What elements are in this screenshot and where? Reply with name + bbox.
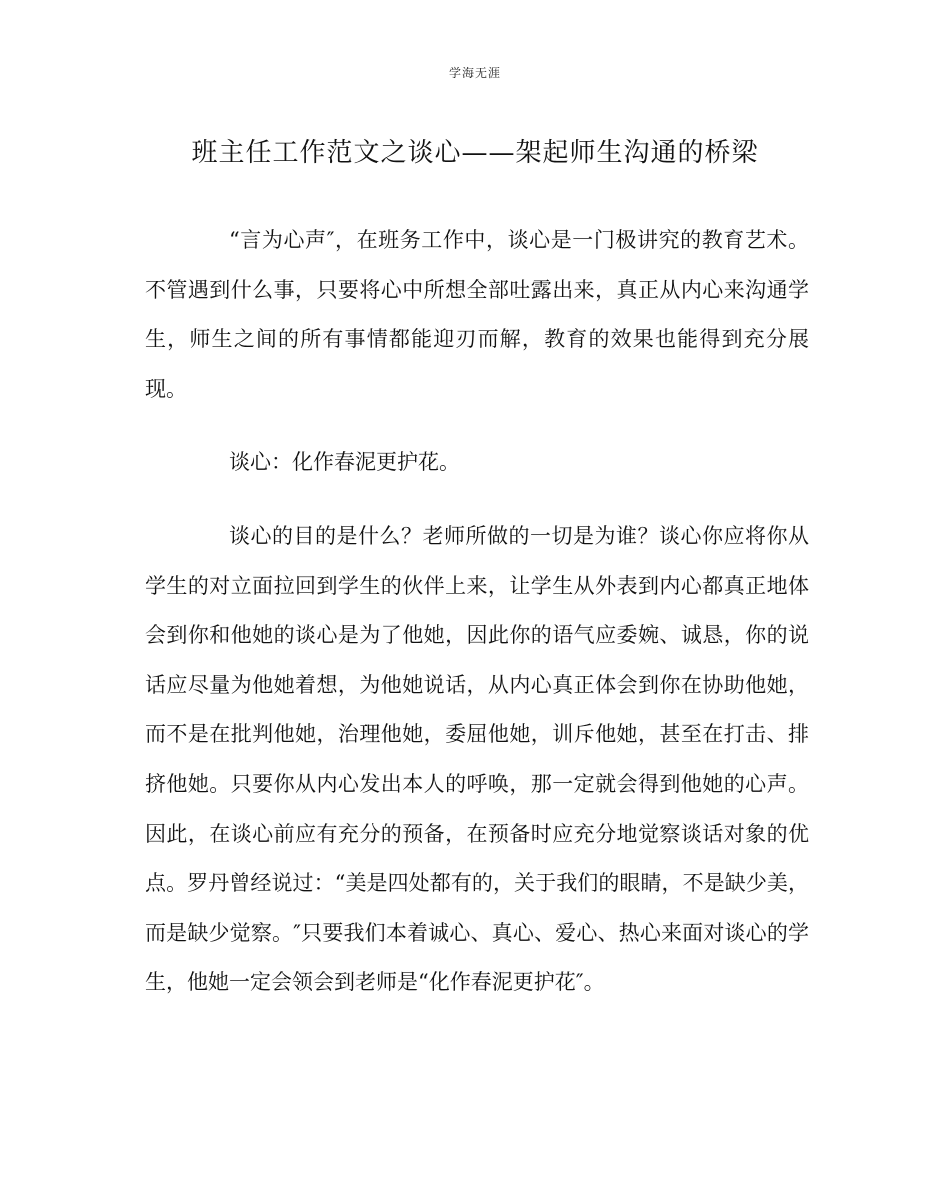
paragraph-main: 谈心的目的是什么？老师所做的一切是为谁？谈心你应将你从学生的对立面拉回到学生的伙伴上来，让学生从外表到内心都真正地体会到你和他她的谈心是为了他她，因此你的语气应委婉、诚恳，你的说话应尽量为他她着想，为他她说话，从内心真正体会到你在协助他她，而不是在批判他她，治理他她，委屈他她，训斥他她，甚至在打击、排挤他她。只要你从内心发出本人的呼唤，那一定就会得到他她的心声。因此，在谈心前应有充分的预备，在预备时应充分地觉察谈话对象的优点。罗丹曾经说过：“美是四处都有的，关于我们的眼睛，不是缺少美，而是缺少觉察。″只要我们本着诚心、真心、爱心、热心来面对谈心的学生，他她一定会领会到老师是“化作春泥更护花″。 <box>145 523 809 995</box>
paragraph-subheading: 谈心：化作春泥更护花。 <box>229 450 460 475</box>
document-title: 班主任工作范文之谈心——架起师生沟通的桥梁 <box>191 138 759 168</box>
document-body <box>145 216 809 1008</box>
page-header: 学海无涯 <box>448 66 501 80</box>
paragraph-intro: “言为心声″，在班务工作中，谈心是一门极讲究的教育艺术。不管遇到什么事，只要将心中所想全部吐露出来，真正从内心来沟通学生，师生之间的所有事情都能迎刃而解，教育的效果也能得到充分展现。 <box>145 228 809 401</box>
